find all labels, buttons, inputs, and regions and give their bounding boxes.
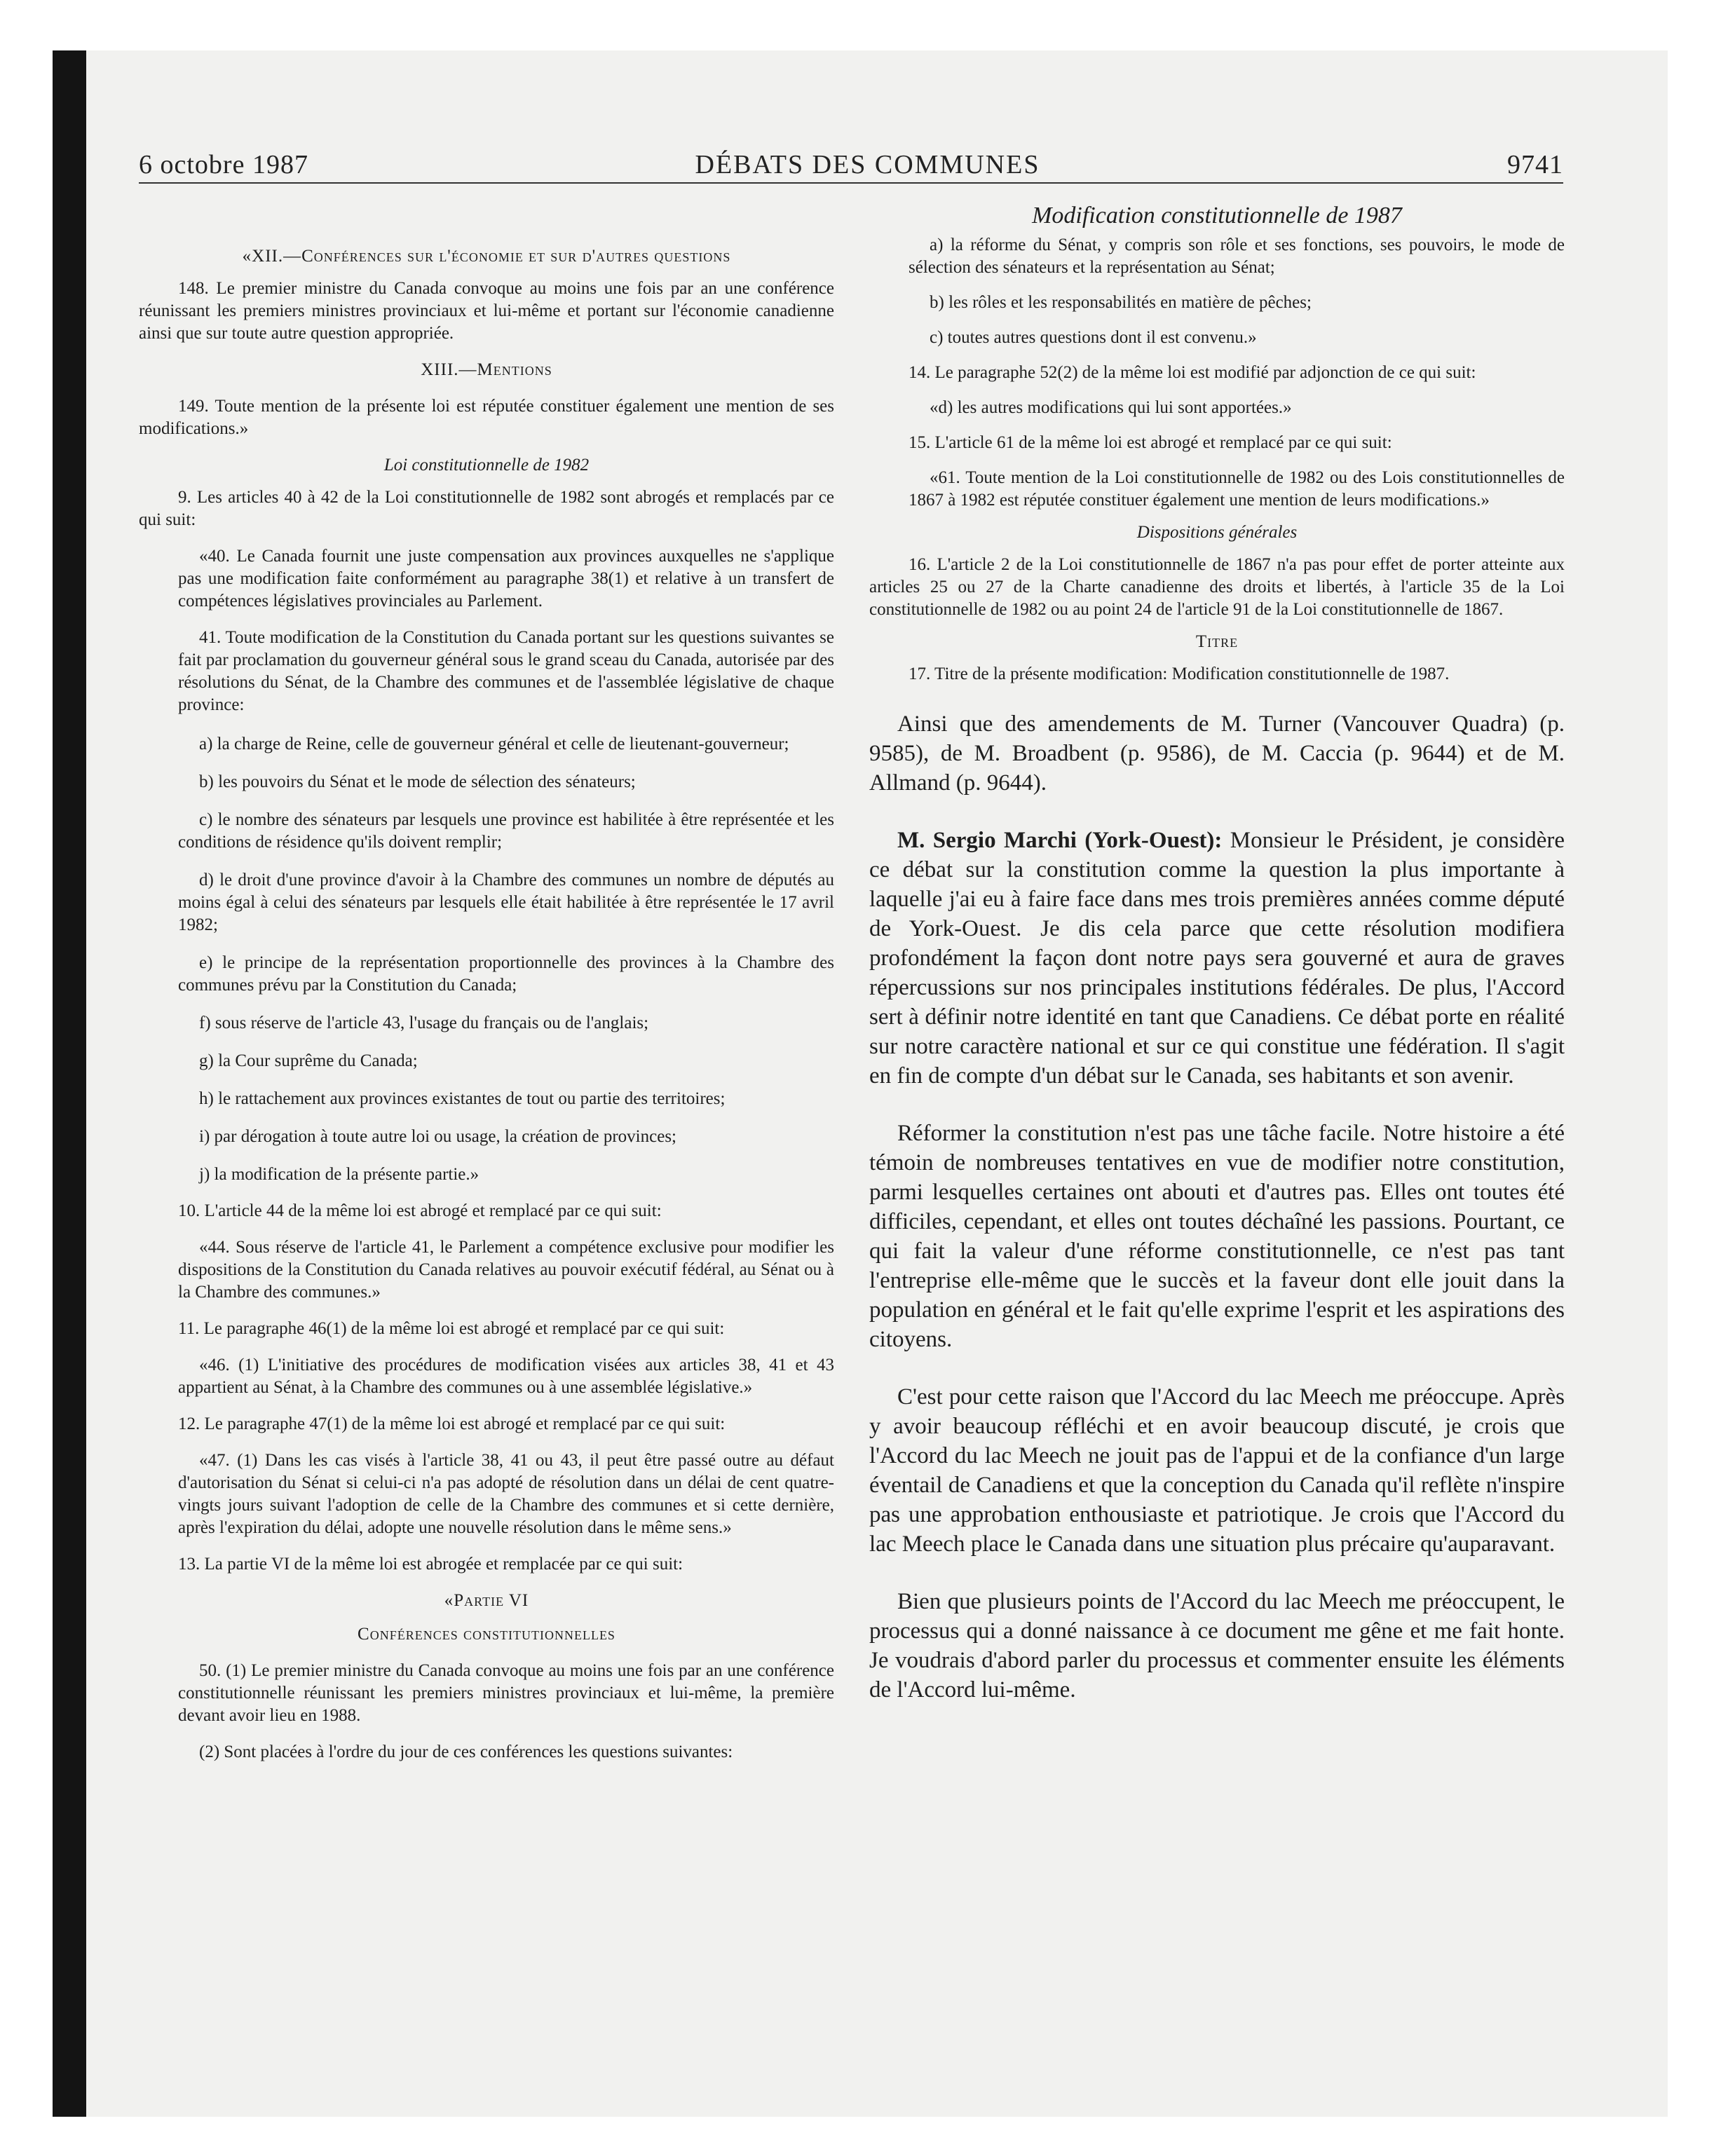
speaker-name: M. Sergio Marchi (York-Ouest): <box>897 828 1223 853</box>
partie-vi-heading: «Partie VI <box>444 1591 529 1610</box>
right-column <box>869 191 1565 1705</box>
paragraph-10: 10. L'article 44 de la même loi est abrogé et remplacé par ce qui suit: <box>178 1201 662 1220</box>
header-page-number: 9741 <box>1507 150 1563 179</box>
header-rule <box>139 182 1563 184</box>
item-j: j) la modification de la présente partie.» <box>199 1165 479 1184</box>
scan-edge <box>53 50 86 2117</box>
article-44: «44. Sous réserve de l'article 41, le Parlement a compétence exclusive pour modifier les dispositions de la Constitution du Canada relatives au pouvoir exécutif fédéral, au Sénat ou à la Chambre des communes.» <box>178 1238 834 1302</box>
speech-paragraph-4: Bien que plusieurs points de l'Accord du lac Meech me préoccupent, le processus qui a donné naissance à ce document me gêne et me fait honte. Je voudrais d'abord parler du processus et commenter ensuite les éléments de l'Accord lui-même. <box>869 1589 1565 1703</box>
item-d: d) le droit d'une province d'avoir à la Chambre des communes un nombre de députés au moins égal à celui des sénateurs par lesquels elle était habilitée à être représentée le 17 avril 1982; <box>178 871 834 934</box>
paragraph-9: 9. Les articles 40 à 42 de la Loi constitutionnelle de 1982 sont abrogés et remplacés par ce qui suit: <box>139 488 834 529</box>
section-heading-xiii: XIII.—Mentions <box>421 360 552 379</box>
subheading-titre: Titre <box>1195 632 1239 651</box>
item-i: i) par dérogation à toute autre loi ou usage, la création de provinces; <box>199 1127 676 1146</box>
subheading-loi-1982: Loi constitutionnelle de 1982 <box>383 456 590 475</box>
item-b: b) les pouvoirs du Sénat et le mode de sélection des sénateurs; <box>199 772 636 791</box>
header-title: DÉBATS DES COMMUNES <box>695 150 1040 179</box>
header-date: 6 octobre 1987 <box>139 150 308 179</box>
paragraph-16: 16. L'article 2 de la Loi constitutionnelle de 1867 n'a pas pour effet de porter atteinte aux articles 25 ou 27 de la Charte canadienne des droits et libertés, à l'article 35 de la Loi constitutionnelle de 1982 ou au point 24 de l'article 91 de la Loi constitutionnelle de 1867. <box>869 555 1565 619</box>
item-h: h) le rattachement aux provinces existantes de tout ou partie des territoires; <box>199 1089 726 1108</box>
paragraph-12: 12. Le paragraphe 47(1) de la même loi est abrogé et remplacé par ce qui suit: <box>178 1414 726 1433</box>
paragraph-14: 14. Le paragraphe 52(2) de la même loi est modifié par adjonction de ce qui suit: <box>909 363 1476 382</box>
item-50-a: a) la réforme du Sénat, y compris son rôle et ses fonctions, ses pouvoirs, le mode de sélection des sénateurs et la représentation au Sénat; <box>909 236 1565 277</box>
section-heading-xii: «XII.—Conférences sur l'économie et sur d'autres questions <box>242 247 731 266</box>
amendments-paragraph: Ainsi que des amendements de M. Turner (Vancouver Quadra) (p. 9585), de M. Broadbent (p. 9586), de M. Caccia (p. 9644) et de M. Allmand (p. 9644). <box>869 711 1565 796</box>
item-g: g) la Cour suprême du Canada; <box>199 1051 418 1070</box>
item-c: c) le nombre des sénateurs par lesquels une province est habilitée à être représentée et les conditions de résidence qu'ils doivent remplir; <box>178 810 834 852</box>
item-e: e) le principe de la représentation proportionnelle des provinces à la Chambre des communes prévu par la Constitution du Canada; <box>178 953 834 995</box>
marchi-speech-paragraph-1 <box>869 826 1565 1091</box>
paragraph-148: 148. Le premier ministre du Canada convoque au moins une fois par an une conférence réunissant les premiers ministres provinciaux et lui-même et portant sur l'économie canadienne ainsi que sur toute autre question appropriée. <box>139 279 834 343</box>
speech-text-1: Monsieur le Président, je considère ce débat sur la constitution comme la question la plus importante à laquelle j'ai eu à faire face dans mes trois premières années comme député de York-Ouest. Je dis cela parce que cette résolution modifiera profondément la façon dont notre pays sera gouverné et aura de graves répercussions sur nos principales institutions fédérales. De plus, l'Accord sert à définir notre identité en tant que Canadiens. Ce débat porte en réalité sur notre caractère national et sur ce qui constitue une fédération. Il s'agit en fin de compte d'un débat sur le Canada, ses habitants et son avenir. <box>869 828 1565 1089</box>
article-47: «47. (1) Dans les cas visés à l'article 38, 41 ou 43, il peut être passé outre au défaut d'autorisation du Sénat si celui-ci n'a pas adopté de résolution dans un délai de cent quatre-vingts jours suivant l'adoption de celle de la Chambre des communes et si cette dernière, après l'expiration du délai, adopte une nouvelle résolution dans le même sens.» <box>178 1451 834 1537</box>
conferences-heading: Conférences constitutionnelles <box>358 1625 615 1644</box>
paragraph-17: 17. Titre de la présente modification: Modification constitutionnelle de 1987. <box>909 664 1450 683</box>
subheading-dispositions: Dispositions générales <box>1136 523 1298 542</box>
item-50-b: b) les rôles et les responsabilités en matière de pêches; <box>930 293 1312 312</box>
paragraph-15: 15. L'article 61 de la même loi est abrogé et remplacé par ce qui suit: <box>909 433 1392 452</box>
paragraph-149: 149. Toute mention de la présente loi est réputée constituer également une mention de ses modifications.» <box>139 397 834 438</box>
item-f: f) sous réserve de l'article 43, l'usage du français ou de l'anglais; <box>199 1014 649 1032</box>
item-50-c: c) toutes autres questions dont il est convenu.» <box>930 328 1257 347</box>
article-41: 41. Toute modification de la Constitution du Canada portant sur les questions suivantes se fait par proclamation du gouverneur général sous le grand sceau du Canada, autorisée par des résolutions du Sénat, de la Chambre des communes et de l'assemblée législative de chaque province: <box>178 628 834 714</box>
paragraph-13: 13. La partie VI de la même loi est abrogée et remplacée par ce qui suit: <box>178 1555 683 1574</box>
article-50-1: 50. (1) Le premier ministre du Canada convoque au moins une fois par an une conférence constitutionnelle réunissant les premiers ministres provinciaux et lui-même, la première devant avoir lieu en 1988. <box>178 1661 834 1725</box>
article-61: «61. Toute mention de la Loi constitutionnelle de 1982 ou des Lois constitutionnelles de 1867 à 1982 est réputée constituer également une mention de leurs modifications.» <box>909 468 1565 510</box>
paragraph-11: 11. Le paragraphe 46(1) de la même loi est abrogé et remplacé par ce qui suit: <box>178 1319 725 1338</box>
left-column <box>139 191 834 1763</box>
item-a: a) la charge de Reine, celle de gouverneur général et celle de lieutenant-gouverneur; <box>199 735 789 753</box>
article-40: «40. Le Canada fournit une juste compensation aux provinces auxquelles ne s'applique pas une modification faite conformément au paragraphe 38(1) et relative à un transfert de compétences législatives provinciales au Parlement. <box>178 547 834 610</box>
section-title-1987: Modification constitutionnelle de 1987 <box>1032 203 1402 228</box>
speech-paragraph-3: C'est pour cette raison que l'Accord du lac Meech me préoccupe. Après y avoir beaucoup réfléchi et en avoir beaucoup discuté, je crois que l'Accord du lac Meech ne jouit pas de l'appui et de la confiance d'un large éventail de Canadiens et que la conception du Canada qu'il reflète n'inspire pas une approbation enthousiaste et patriotique. Je crois que l'Accord du lac Meech place le Canada dans une situation plus précaire qu'auparavant. <box>869 1384 1565 1557</box>
article-50-2: (2) Sont placées à l'ordre du jour de ces conférences les questions suivantes: <box>199 1742 733 1761</box>
speech-paragraph-2: Réformer la constitution n'est pas une tâche facile. Notre histoire a été témoin de nombreuses tentatives en vue de modifier notre constitution, parmi lesquelles certaines ont abouti et d'autres pas. Elles ont toutes été difficiles, cependant, et elles ont toutes déchaîné les passions. Pourtant, ce qui fait la valeur d'une réforme constitutionnelle, ce n'est pas tant l'entreprise elle-même que le succès et la faveur dont elle jouit dans la population en général et le fait qu'elle exprime l'esprit et les aspirations des citoyens. <box>869 1121 1565 1352</box>
article-46: «46. (1) L'initiative des procédures de modification visées aux articles 38, 41 et 43 appartient au Sénat, à la Chambre des communes ou à une assemblée législative.» <box>178 1356 834 1397</box>
item-52-d: «d) les autres modifications qui lui sont apportées.» <box>930 398 1292 417</box>
